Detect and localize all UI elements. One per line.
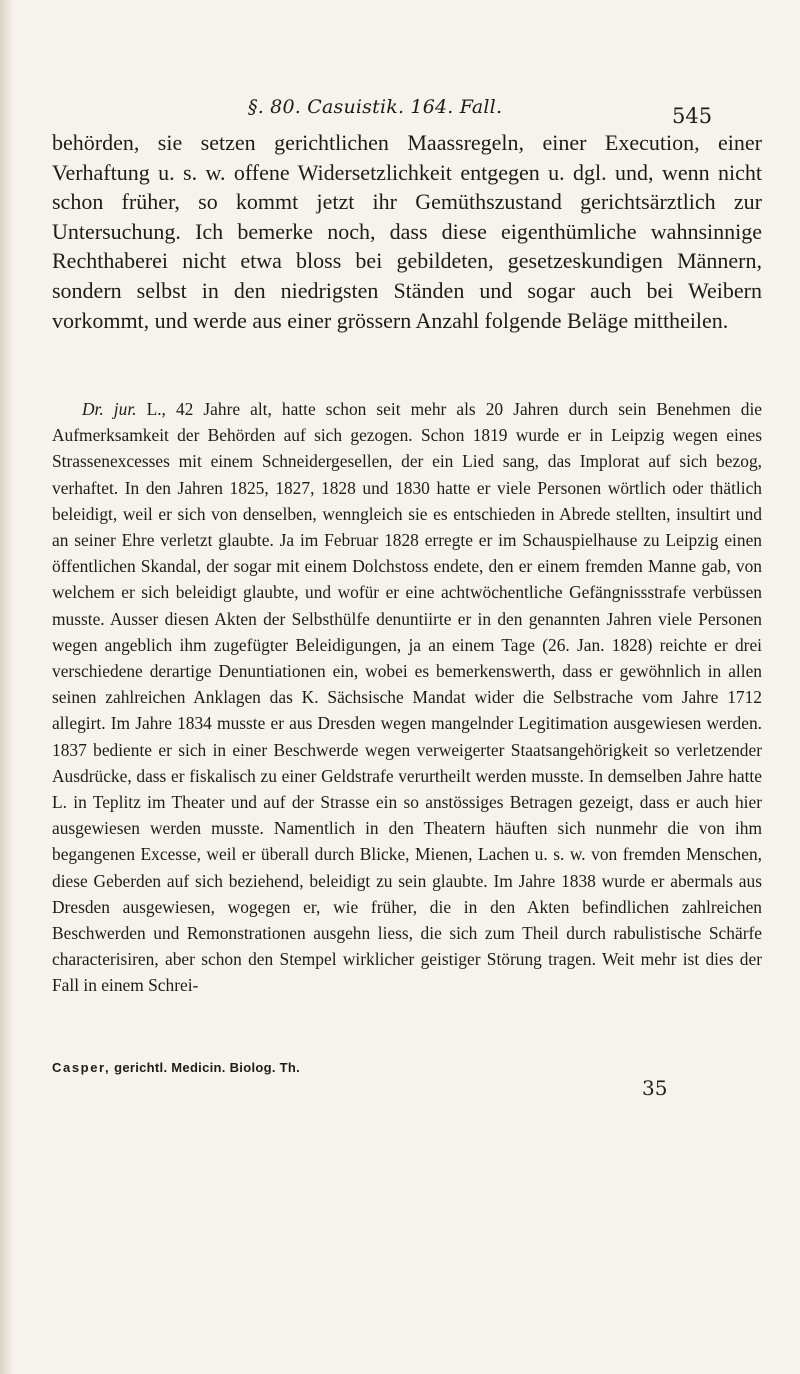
page-number: 545 bbox=[672, 104, 713, 128]
binding-edge bbox=[0, 0, 14, 1374]
paragraph-intro-text: behörden, sie setzen gerichtlichen Maassregeln, einer Execution, einer Verhaftung u. s. w. offene Widersetzlichkeit entgegen u. dgl. und, wenn nicht schon früher, so kommt jetzt ihr Gemüthszustand gerichtsärztlich zur Untersuchung. Ich bemerke noch, dass diese eigenthümliche wahnsinnige Rechthaberei nicht etwa bloss bei gebildeten, gesetzeskundigen Männern, sondern selbst in den niedrigsten Ständen und sogar auch bei Weibern vorkommt, und werde aus einer grössern Anzahl folgende Beläge mittheilen. bbox=[52, 130, 762, 333]
case-report-lead: Dr. jur. bbox=[82, 399, 137, 419]
sheet-number: 35 bbox=[642, 1076, 668, 1100]
case-report bbox=[52, 396, 762, 999]
running-head: §. 80. Casuistik. 164. Fall. bbox=[248, 96, 503, 118]
paragraph-intro bbox=[52, 128, 762, 335]
case-report-text bbox=[52, 396, 762, 999]
case-report-body: L., 42 Jahre alt, hatte schon seit mehr als 20 Jahren durch sein Benehmen die Aufmerksamkeit der Behörden auf sich gezogen. Schon 1819 wurde er in Leipzig wegen eines Strassenexcesses mit einem Schneidergesellen, der ein Lied sang, das Implorat auf sich bezog, verhaftet. In den Jahren 1825, 1827, 1828 und 1830 hatte er viele Personen wörtlich oder thätlich beleidigt, weil er sich von denselben, wenngleich sie es entschieden in Abrede stellten, insultirt und an seiner Ehre verletzt glaubte. Ja im Februar 1828 erregte er im Schauspielhause zu Leipzig einen öffentlichen Skandal, der sogar mit einem Dolchstoss endete, den er einem fremden Manne gab, von welchem er sich beleidigt glaubte, und wofür er eine achtwöchentliche Gefängnissstrafe verbüssen musste. Ausser diesen Akten der Selbsthülfe denuntiirte er in den genannten Jahren viele Personen wegen angeblich ihm zugefügter Beleidigungen, ja an einem Tage (26. Jan. 1828) reichte er drei verschiedene derartige Denuntiationen ein, wobei es bemerkenswerth, dass er gewöhnlich in allen seinen zahlreichen Anklagen das K. Sächsische Mandat wider die Selbstrache vom Jahre 1712 allegirt. Im Jahre 1834 musste er aus Dresden wegen mangelnder Legitimation ausgewiesen werden. 1837 bediente er sich in einer Beschwerde wegen verweigerter Staatsangehörigkeit so verletzender Ausdrücke, dass er fiskalisch zu einer Geldstrafe verurtheilt werden musste. In demselben Jahre hatte L. in Teplitz im Theater und auf der Strasse ein so anstössiges Betragen gezeigt, dass er auch hier ausgewiesen werden musste. Namentlich in den Theatern häuften sich nunmehr die von ihm begangenen Excesse, weil er überall durch Blicke, Mienen, Lachen u. s. w. von fremden Menschen, diese Geberden auf sich beziehend, beleidigt zu sein glaubte. Im Jahre 1838 wurde er abermals aus Dresden ausgewiesen, wogegen er, wie früher, die in den Akten befindlichen zahlreichen Beschwerden und Remonstrationen ausgehn liess, die sich zum Theil durch rabulistische Schärfe characterisiren, aber schon den Stempel wirklicher geistiger Störung tragen. Weit mehr ist dies der Fall in einem Schrei- bbox=[52, 399, 762, 996]
signature-author: Casper, bbox=[52, 1060, 111, 1075]
signature-title: gerichtl. Medicin. Biolog. Th. bbox=[114, 1060, 301, 1075]
signature-line bbox=[52, 1060, 300, 1075]
